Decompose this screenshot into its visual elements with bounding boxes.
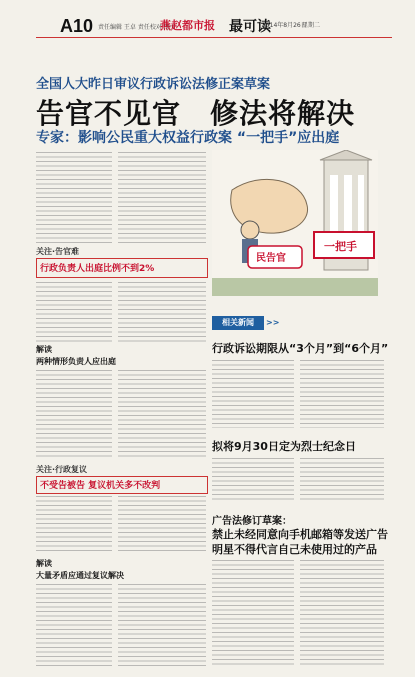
related-body-3a (212, 560, 294, 666)
header-rule (36, 37, 392, 38)
body-text-col6 (118, 370, 206, 458)
body-text-col7 (36, 496, 112, 554)
interp2-label: 解读 (36, 559, 52, 568)
section-title: 最可读 (229, 19, 271, 35)
editor-line: 责任编辑 王卓 责任校对 胡文 (98, 24, 176, 31)
lead-title: 告官不见官 修法将解决 (36, 97, 356, 130)
focus-box-title: 行政负责人出庭比例不到2% (40, 264, 155, 274)
focus2-head: 关注·行政复议 (36, 465, 88, 474)
related-body-1b (300, 360, 384, 428)
cartoon-illustration (212, 150, 378, 296)
body-text-col5 (36, 370, 112, 458)
related-headline-1: 行政诉讼期限从“3个月”到“6个月” (212, 342, 389, 355)
body-text-col3 (36, 282, 112, 342)
issue-date: 2014年8月26日 (262, 22, 307, 29)
body-text-col2 (118, 152, 206, 244)
related-headline-2: 拟将9月30日定为烈士纪念日 (212, 440, 356, 453)
related-body-2b (300, 458, 384, 502)
related-body-2a (212, 458, 294, 502)
lead-subtitle: 专家：影响公民重大权益行政案 “一把手”应出庭 (36, 130, 340, 146)
issue-weekday: 星期二 (302, 22, 321, 29)
paper-logo: 燕赵都市报 (160, 19, 215, 32)
illustration-text2: 一把手 (324, 240, 357, 253)
focus2-box-title: 不受告被告 复议机关多不改判 (40, 481, 161, 491)
related-body-1a (212, 360, 294, 428)
lead-kicker: 全国人大昨日审议行政诉讼法修正案草案 (36, 77, 271, 92)
interp2-title: 大量矛盾应通过复议解决 (36, 571, 124, 580)
related-news-tag: 相关新闻 (212, 316, 264, 330)
related-body-3b (300, 560, 384, 666)
body-text-col10 (118, 584, 206, 666)
related-headline-3c: 明星不得代言自己未使用过的产品 (212, 543, 377, 556)
body-text-col1 (36, 152, 112, 244)
related-arrow: >> (266, 318, 280, 327)
illustration-text1: 民告官 (256, 253, 286, 264)
related-headline-3b: 禁止未经同意向手机邮箱等发送广告 (212, 528, 388, 541)
related-headline-3a: 广告法修订草案： (212, 516, 292, 527)
interp1-title: 两种情形负责人应出庭 (36, 357, 116, 366)
page-header (0, 0, 415, 62)
body-text-col9 (36, 584, 112, 666)
body-text-col4 (118, 282, 206, 342)
page-number: A10 (60, 16, 94, 36)
interp1-label: 解读 (36, 345, 52, 354)
body-text-col8 (118, 496, 206, 554)
focus-head: 关注·告官难 (36, 247, 80, 256)
